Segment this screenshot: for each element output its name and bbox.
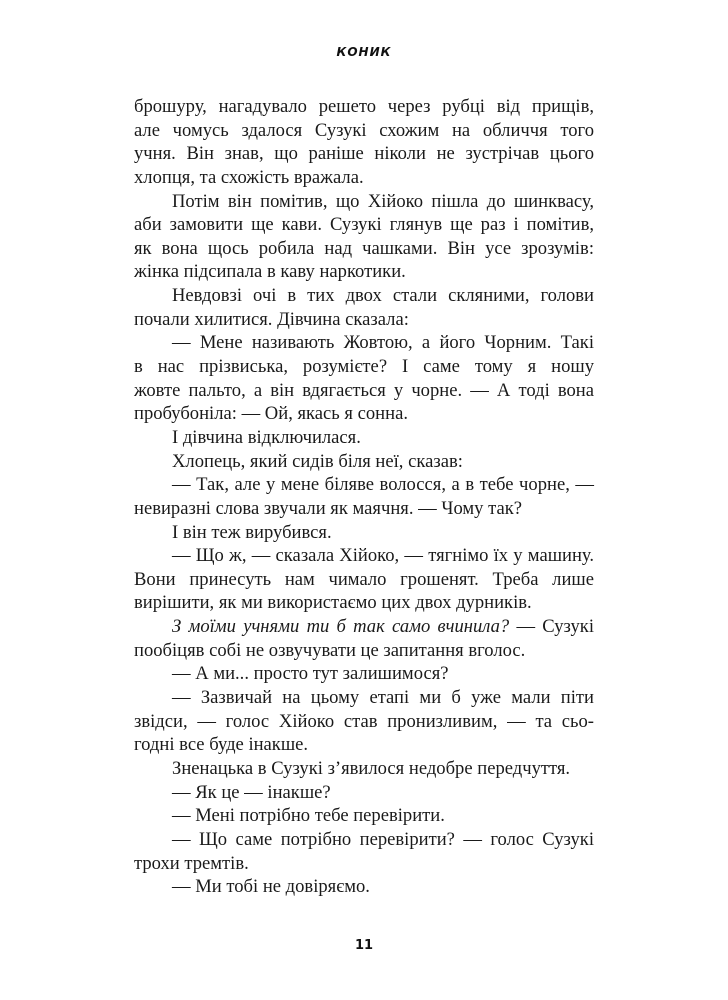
line-text: — Мене називають Жовтою, а його Чорним. Такі <box>172 332 594 354</box>
line-text: І він теж вирубився. <box>172 521 332 543</box>
line-text: учня. Він знав, що раніше ніколи не зустрічав цього <box>134 143 594 165</box>
line-text: Потім він помітив, що Хійоко пішла до шинквасу, <box>172 190 594 212</box>
line-text: годні все буде інакше. <box>134 734 309 756</box>
text-line <box>134 190 594 214</box>
text-line <box>134 331 594 355</box>
line-text: Зненацька в Сузукі з’явилося недобре передчуття. <box>172 757 571 779</box>
line-text: — Так, але у мене біляве волосся, а в тебе чорне, — <box>172 474 594 496</box>
line-text: звідси, — голос Хійоко став пронизливим, — та сьо- <box>134 710 594 732</box>
text-line <box>134 591 594 615</box>
text-line <box>134 119 594 143</box>
line-text: хлопця, та схожість вражала. <box>134 166 364 188</box>
line-text: пообіцяв собі не озвучувати це запитання вголос. <box>134 639 526 661</box>
line-text: — Зазвичай на цьому етапі ми б уже мали піти <box>172 687 594 709</box>
text-line <box>134 402 594 426</box>
text-line <box>134 473 594 497</box>
text-line <box>134 142 594 166</box>
line-text: Хлопець, який сидів біля неї, сказав: <box>172 450 463 472</box>
text-line <box>134 804 594 828</box>
text-line <box>134 544 594 568</box>
line-text: — Мені потрібно тебе перевірити. <box>172 805 445 827</box>
running-header: КОНИК <box>336 45 392 59</box>
line-text: Вони принесуть нам чимало грошенят. Треба лише <box>134 568 594 590</box>
line-text: — Що ж, — сказала Хійоко, — тягнімо їх у машину. <box>172 545 594 567</box>
text-line <box>134 308 594 332</box>
text-line <box>134 95 594 119</box>
line-text: — Як це — інакше? <box>172 781 331 803</box>
line-text: пробубоніла: — Ой, якась я сонна. <box>134 403 408 425</box>
line-text: — Сузукі <box>509 616 594 638</box>
text-line <box>134 710 594 734</box>
line-text: жінка підсипала в каву наркотики. <box>134 261 406 283</box>
text-line <box>134 852 594 876</box>
line-text: аби замовити ще кави. Сузукі глянув ще раз і помітив, <box>134 214 594 236</box>
text-line <box>134 686 594 710</box>
line-text: жовте пальто, а він вдягається у чорне. — А тоді вона <box>134 379 594 401</box>
text-line <box>134 284 594 308</box>
text-line <box>134 781 594 805</box>
text-line <box>134 875 594 899</box>
line-text: як вона щось робила над чашками. Він усе зрозумів: <box>134 237 594 259</box>
text-line <box>134 662 594 686</box>
line-text: брошуру, нагадувало решето через рубці від прищів, <box>134 96 594 117</box>
text-line <box>134 237 594 261</box>
line-text: І дівчина відключилася. <box>172 426 361 448</box>
line-text: почали хилитися. Дівчина сказала: <box>134 308 409 330</box>
italic-text: З моїми учнями ти б так само вчинила? <box>172 616 510 638</box>
text-line <box>134 450 594 474</box>
text-line <box>134 260 594 284</box>
page-number: 11 <box>354 938 374 953</box>
text-line <box>134 521 594 545</box>
text-line <box>134 166 594 190</box>
text-line <box>134 757 594 781</box>
text-line <box>134 426 594 450</box>
line-text: невиразні слова звучали як маячня. — Чому так? <box>134 497 522 519</box>
text-line <box>134 828 594 852</box>
line-text: — А ми... просто тут залишимося? <box>172 663 449 685</box>
line-text: в нас прізвиська, розумієте? І саме тому я ношу <box>134 356 594 378</box>
text-line <box>134 568 594 592</box>
text-line <box>134 355 594 379</box>
line-text: — Що саме потрібно перевірити? — голос Сузукі <box>172 828 594 850</box>
text-line <box>134 639 594 663</box>
body-text <box>134 95 594 899</box>
text-line <box>134 379 594 403</box>
line-text: Невдовзі очі в тих двох стали скляними, голови <box>172 285 594 307</box>
line-text: але чомусь здалося Сузукі схожим на обличчя того <box>134 119 594 141</box>
line-text: трохи тремтів. <box>134 852 249 874</box>
text-line <box>134 497 594 521</box>
line-text: вирішити, як ми використаємо цих двох дурників. <box>134 592 532 614</box>
text-line <box>134 615 594 639</box>
line-text: — Ми тобі не довіряємо. <box>172 876 370 898</box>
text-line <box>134 213 594 237</box>
text-line <box>134 733 594 757</box>
